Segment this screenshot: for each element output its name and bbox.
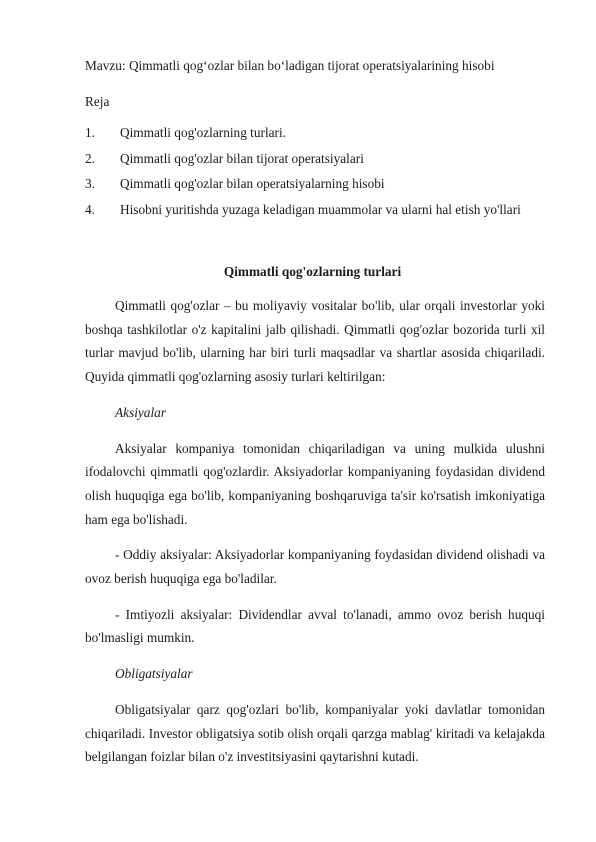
plan-item-text: Qimmatli qog'ozlarning turlari. [120, 125, 286, 140]
plan-item-number: 2. [85, 150, 95, 166]
plan-item-number: 3. [85, 176, 95, 191]
plan-item [85, 175, 521, 201]
plan-item-number: 4. [85, 201, 95, 217]
plan-item [85, 124, 521, 150]
plan-item-text: Qimmatli qog'ozlar bilan tijorat operatsiyalari [120, 150, 364, 166]
plan-item [85, 150, 521, 176]
plan-item-number: 1. [85, 125, 95, 140]
plan-list [85, 124, 521, 226]
aksiyalar-heading: Aksiyalar [115, 404, 166, 420]
intro-paragraph: Qimmatli qog'ozlar – bu moliyaviy vositalar bo'lib, ular orqali investorlar yoki boshqa tashkilotlar o'z kapitalini jalb qilishadi. Qimmatli qog'ozlar bozorida turli xil turlar mavjud bo'lib, ularning har biri turli maqsadlar va shartlar asosida chiqariladi. Quyida qimmatli qog'ozlarning asosiy turlari keltirilgan: [85, 298, 545, 385]
plan-label: Reja [85, 94, 110, 109]
plan-item-text: Qimmatli qog'ozlar bilan operatsiyalarning hisobi [120, 176, 385, 191]
aksiyalar-paragraph: Aksiyalar kompaniya tomonidan chiqariladigan va uning mulkida ulushni ifodalovchi qimmatli qog'ozlardir. Aksiyadorlar kompaniyaning foydasidan dividend olish huquqiga ega bo'lib, kompaniyaning boshqaruviga ta'sir ko'rsatish imkoniyatiga ham ega bo'lishadi. [85, 440, 545, 527]
imtiyozli-aksiyalar-paragraph: - Imtiyozli aksiyalar: Dividendlar avval to'lanadi, ammo ovoz berish huquqi bo'lmasligi mumkin. [85, 606, 545, 646]
section-content [85, 294, 545, 781]
section-title: Qimmatli qog'ozlarning turlari [223, 264, 402, 279]
document-topic: Mavzu: Qimmatli qog‘ozlar bilan bo‘ladigan tijorat operatsiyalarining hisobi [85, 58, 495, 73]
obligatsiyalar-heading: Obligatsiyalar [115, 666, 193, 682]
oddiy-aksiyalar-paragraph: - Oddiy aksiyalar: Aksiyadorlar kompaniyaning foydasidan dividend olishadi va ovoz berish huquqiga ega bo'ladilar. [85, 547, 545, 587]
plan-item [85, 201, 521, 227]
plan-item-text: Hisobni yuritishda yuzaga keladigan muammolar va ularni hal etish yo'llari [120, 201, 521, 217]
obligatsiyalar-paragraph: Obligatsiyalar qarz qog'ozlari bo'lib, kompaniyalar yoki davlatlar tomonidan chiqariladi. Investor obligatsiya sotib olish orqali qarzga mablag' kiritadi va kelajakda belgilangan foizlar bilan o'z investitsiyasini qaytarishni kutadi. [85, 701, 545, 765]
